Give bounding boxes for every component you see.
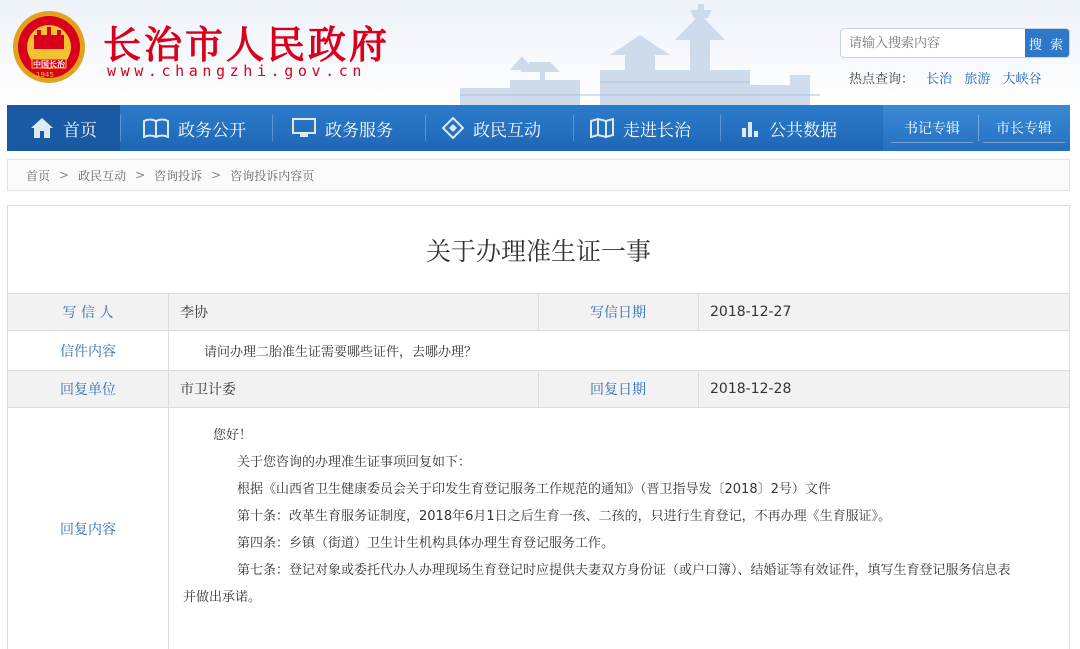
nav-item-home[interactable] — [7, 105, 120, 151]
breadcrumb-home[interactable]: 首页 — [26, 168, 51, 183]
hot-link-tourism[interactable]: 旅游 — [964, 72, 991, 87]
reply-unit-row — [8, 371, 1069, 408]
nav-item-visit-changzhi[interactable] — [590, 105, 691, 151]
reply-line: 根据《山西省卫生健康委员会关于印发生育登记服务工作规范的通知》（晋卫指导发〔2018〕2号）文件 — [237, 482, 831, 497]
reply-date-label: 回复日期 — [590, 382, 646, 398]
search-button[interactable]: 搜 索 — [1025, 29, 1069, 57]
nav-label-home: 首页 — [63, 120, 97, 141]
nav-label-visit-changzhi: 走进长治 — [623, 120, 691, 141]
writer-value: 李协 — [180, 305, 208, 321]
hot-link-changzhi[interactable]: 长治 — [926, 72, 953, 87]
page-title: 关于办理准生证一事 — [8, 206, 1069, 294]
hot-search — [849, 68, 1041, 87]
writer-label: 写 信 人 — [62, 305, 114, 321]
reply-content-label: 回复内容 — [60, 522, 116, 538]
hot-search-label: 热点查询： — [849, 72, 915, 87]
interaction-icon — [442, 117, 464, 139]
letter-content-value: 请问办理二胎准生证需要哪些证件，去哪办理？ — [204, 345, 478, 360]
breadcrumb-interaction[interactable]: 政民互动 — [78, 168, 127, 183]
home-icon — [30, 117, 54, 139]
breadcrumb-separator: > — [59, 168, 70, 182]
special-links — [883, 105, 1070, 151]
main-nav — [7, 105, 1070, 151]
reply-content-text — [183, 422, 1063, 611]
monitor-icon — [292, 118, 316, 138]
cell-divider — [168, 331, 169, 370]
reply-line: 关于您咨询的办理准生证事项回复如下： — [237, 455, 472, 470]
reply-unit-value: 市卫计委 — [180, 382, 236, 398]
map-icon — [590, 118, 614, 138]
nav-divider — [272, 115, 273, 141]
search-input[interactable] — [841, 29, 1027, 57]
cell-divider — [168, 408, 169, 649]
letter-content-label: 信件内容 — [60, 343, 116, 360]
cell-divider — [168, 294, 169, 330]
cell-divider — [698, 294, 699, 330]
nav-label-public-interaction: 政民互动 — [473, 120, 541, 141]
nav-divider — [720, 115, 721, 141]
nav-label-government-affairs: 政务公开 — [178, 120, 246, 141]
site-header — [0, 0, 1080, 105]
cell-divider — [168, 371, 169, 407]
search-box — [840, 28, 1070, 58]
nav-divider — [978, 115, 979, 141]
reply-line: 您好！ — [213, 428, 253, 443]
nav-label-public-data: 公共数据 — [769, 120, 837, 141]
hot-link-grand-canyon[interactable]: 大峡谷 — [1002, 72, 1042, 87]
emblem-text: 中国长治 — [33, 60, 65, 69]
write-date-label: 写信日期 — [590, 305, 646, 321]
nav-divider — [425, 115, 426, 141]
nav-item-government-services[interactable] — [292, 105, 393, 151]
site-url: www.changzhi.gov.cn — [107, 62, 366, 80]
reply-line: 并做出承诺。 — [183, 590, 262, 605]
emblem-year: 1945 — [36, 71, 54, 79]
breadcrumb — [7, 159, 1070, 191]
nav-label-government-services: 政务服务 — [325, 120, 393, 141]
secretary-special-button[interactable]: 书记专辑 — [891, 113, 973, 143]
bar-chart-icon — [740, 118, 760, 138]
nav-divider — [573, 115, 574, 141]
site-title[interactable]: 长治市人民政府 — [103, 23, 391, 67]
breadcrumb-separator: > — [135, 168, 146, 182]
letter-detail — [7, 205, 1070, 649]
book-icon — [143, 118, 169, 138]
breadcrumb-current-page: 咨询投诉内容页 — [230, 168, 315, 183]
reply-line: 第七条：登记对象或委托代办人办理现场生育登记时应提供夫妻双方身份证（或户口簿）、结婚证等有效证件，填写生育登记服务信息表 — [237, 563, 1011, 578]
reply-date-value: 2018-12-28 — [710, 381, 792, 397]
mayor-special-button[interactable]: 市长专辑 — [983, 113, 1065, 143]
reply-content-row — [8, 408, 1069, 649]
city-skyline-illustration — [450, 0, 830, 105]
letter-content-row — [8, 331, 1069, 371]
reply-line: 第四条：乡镇（街道）卫生计生机构具体办理生育登记服务工作。 — [237, 536, 615, 551]
cell-divider — [698, 371, 699, 407]
breadcrumb-consultation[interactable]: 咨询投诉 — [154, 168, 203, 183]
reply-line: 第十条：改革生育服务证制度，2018年6月1日之后生育一孩、二孩的，只进行生育登记，不再办理《生育服证》。 — [237, 509, 892, 524]
reply-unit-label: 回复单位 — [60, 382, 116, 398]
nav-item-public-interaction[interactable] — [442, 105, 541, 151]
write-date-value: 2018-12-27 — [710, 304, 792, 320]
nav-item-government-affairs[interactable] — [143, 105, 246, 151]
writer-row — [8, 294, 1069, 331]
breadcrumb-separator: > — [211, 168, 222, 182]
nav-item-public-data[interactable] — [740, 105, 837, 151]
nav-divider — [120, 115, 121, 141]
